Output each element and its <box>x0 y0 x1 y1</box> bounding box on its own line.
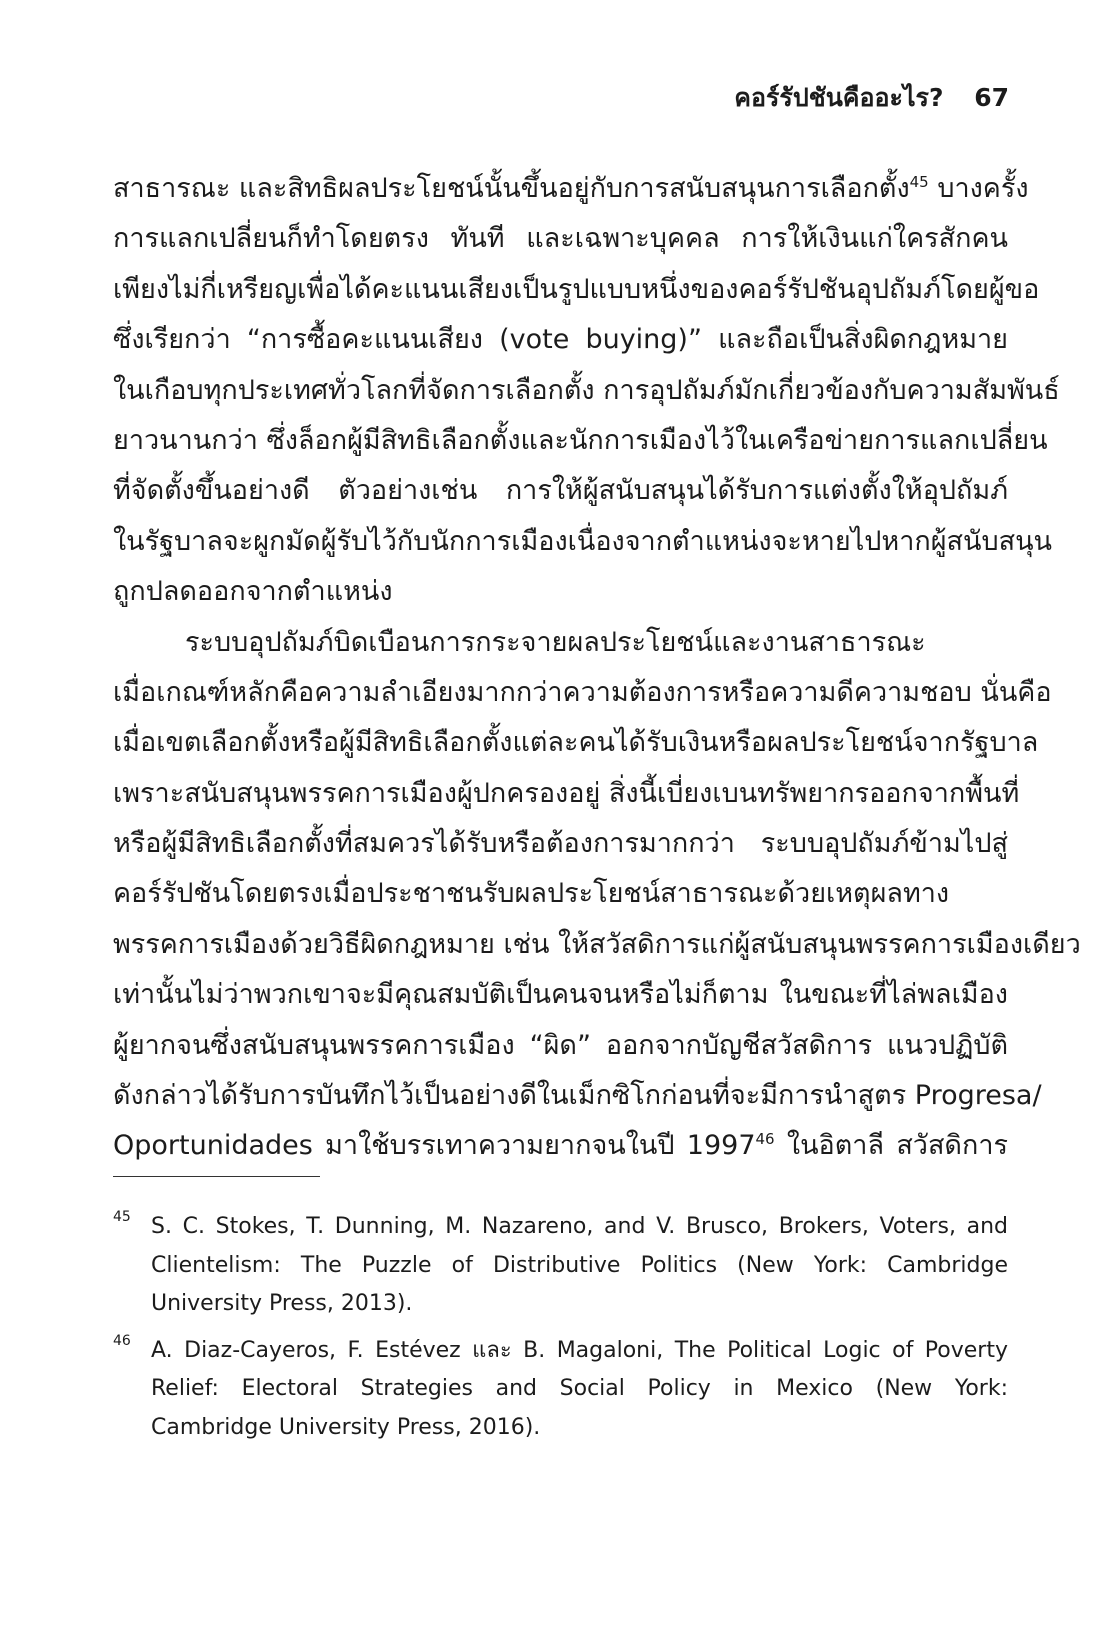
chapter-title: คอร์รัปชันคืออะไร? <box>734 83 944 112</box>
footnote-separator <box>113 1176 320 1177</box>
footnote-45 <box>113 1208 1008 1324</box>
text-line: หรือผู้มีสิทธิเลือกตั้งที่สมควรได้รับหรือต้องการมากกว่า ระบบอุปถัมภ์ข้ามไปสู่ <box>113 828 1008 860</box>
footnote-number: 45 <box>113 1209 131 1225</box>
text-line: เมื่อเขตเลือกตั้งหรือผู้มีสิทธิเลือกตั้งแต่ละคนได้รับเงินหรือผลประโยชน์จากรัฐบาล <box>113 727 1039 759</box>
running-head <box>734 78 1009 118</box>
text-line: เท่านั้นไม่ว่าพวกเขาจะมีคุณสมบัติเป็นคนจนหรือไม่ก็ตาม ในขณะที่ไล่พลเมือง <box>113 979 1008 1011</box>
text-line: เมื่อเกณฑ์หลักคือความลำเอียงมากกว่าความต้องการหรือความดีความชอบ นั่นคือ <box>113 676 1052 708</box>
text-line-paragraph-end: ถูกปลดออกจากตำแหน่ง <box>113 576 393 608</box>
text-line <box>113 1121 1008 1171</box>
line-text-tail: บางครั้ง <box>928 173 1029 204</box>
footnote-line: S. C. Stokes, T. Dunning, M. Nazareno, and V. Brusco, Brokers, Voters, and <box>151 1214 1008 1239</box>
line-text: Oportunidades มาใช้บรรเทาความยากจนในปี 1997 <box>113 1130 756 1162</box>
text-line: ยาวนานกว่า ซึ่งล็อกผู้มีสิทธิเลือกตั้งและนักการเมืองไว้ในเครือข่ายการแลกเปลี่ยน <box>113 424 1048 456</box>
text-line: ซึ่งเรียกว่า “การซื้อคะแนนเสียง (vote buying)” และถือเป็นสิ่งผิดกฎหมาย <box>113 324 1008 356</box>
footnote-line: Relief: Electoral Strategies and Social Policy in Mexico (New York: <box>151 1376 1008 1401</box>
text-line <box>113 164 1029 214</box>
footnote-line: University Press, 2013). <box>151 1291 413 1316</box>
text-line: เพียงไม่กี่เหรียญเพื่อได้คะแนนเสียงเป็นรูปแบบหนึ่งของคอร์รัปชันอุปถัมภ์โดยผู้ขอ <box>113 273 1040 305</box>
text-line: เพราะสนับสนุนพรรคการเมืองผู้ปกครองอยู่ สิ่งนี้เบี่ยงเบนทรัพยากรออกจากพื้นที่ <box>113 777 1020 809</box>
footnote-ref-45[interactable]: 45 <box>909 173 929 191</box>
text-line: ที่จัดตั้งขึ้นอย่างดี ตัวอย่างเช่น การให้ผู้สนับสนุนได้รับการแต่งตั้งให้อุปถัมภ์ <box>113 475 1008 507</box>
footnote-46 <box>113 1332 1008 1448</box>
body-text <box>113 164 1081 1172</box>
text-line: พรรคการเมืองด้วยวิธีผิดกฎหมาย เช่น ให้สวัสดิการแก่ผู้สนับสนุนพรรคการเมืองเดียว <box>113 928 1081 960</box>
footnote-number: 46 <box>113 1332 131 1349</box>
footnote-ref-46[interactable]: 46 <box>755 1130 775 1149</box>
text-line: คอร์รัปชันโดยตรงเมื่อประชาชนรับผลประโยชน์สาธารณะด้วยเหตุผลทาง <box>113 878 950 910</box>
footnotes <box>113 1208 1008 1455</box>
text-line: การแลกเปลี่ยนก็ทำโดยตรง ทันที และเฉพาะบุคคล การให้เงินแก่ใครสักคน <box>113 223 1008 255</box>
text-line: ในรัฐบาลจะผูกมัดผู้รับไว้กับนักการเมืองเนื่องจากตำแหน่งจะหายไปหากผู้สนับสนุน <box>113 525 1053 557</box>
footnote-line: A. Diaz-Cayeros, F. Estévez และ B. Magaloni, The Political Logic of Poverty <box>151 1337 1008 1363</box>
text-line: ผู้ยากจนซึ่งสนับสนุนพรรคการเมือง “ผิด” ออกจากบัญชีสวัสดิการ แนวปฏิบัติ <box>113 1029 1008 1061</box>
footnote-line: Cambridge University Press, 2016). <box>151 1414 541 1440</box>
line-text-tail: ในอิตาลี สวัสดิการ <box>774 1130 1008 1162</box>
text-line: ดังกล่าวได้รับการบันทึกไว้เป็นอย่างดีในเม็กซิโกก่อนที่จะมีการนำสูตร Progresa/ <box>113 1080 1042 1112</box>
text-line-paragraph-start: ระบบอุปถัมภ์บิดเบือนการกระจายผลประโยชน์และงานสาธารณะ <box>185 626 926 658</box>
line-text: สาธารณะ และสิทธิผลประโยชน์นั้นขึ้นอยู่กับการสนับสนุนการเลือกตั้ง <box>113 173 910 204</box>
footnote-line: Clientelism: The Puzzle of Distributive Politics (New York: Cambridge <box>151 1252 1008 1278</box>
page-number: 67 <box>974 83 1009 112</box>
text-line: ในเกือบทุกประเทศทั่วโลกที่จัดการเลือกตั้ง การอุปถัมภ์มักเกี่ยวข้องกับความสัมพันธ์ <box>113 374 1060 406</box>
